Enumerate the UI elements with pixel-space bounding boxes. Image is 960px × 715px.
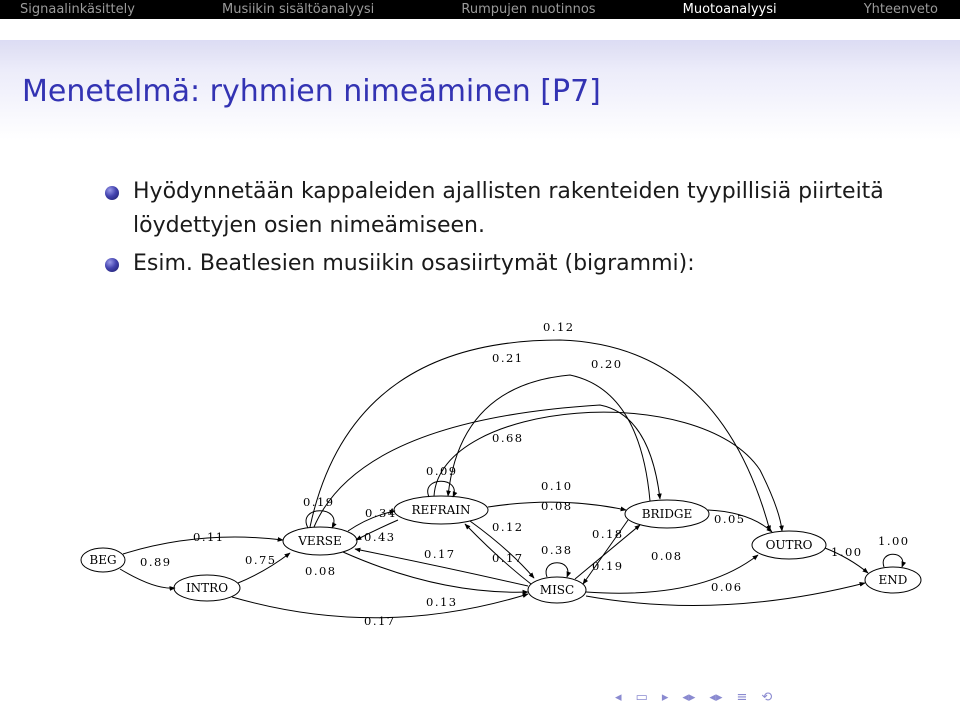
label-0-10: 0.10 [541,479,573,493]
svg-text:BRIDGE: BRIDGE [641,507,693,521]
label-0-12: 0.12 [543,320,575,334]
nav-item-signaalinkasittely[interactable]: Signaalinkäsittely [20,2,135,17]
label-0-38: 0.38 [541,543,573,557]
bullet-text: Esim. Beatlesien musiikin osasiirtymät (bigrammi): [133,251,695,276]
slide-title: Menetelmä: ryhmien nimeäminen [P7] [22,74,601,109]
svg-text:BEG: BEG [89,553,117,567]
bullet-text: Hyödynnetään kappaleiden ajallisten rakenteiden tyypillisiä piirteitä löydettyjen osien nimeämiseen. [133,179,884,238]
nav-frame-icon[interactable]: ▭ [635,690,648,705]
label-0-19b: 0.19 [592,559,624,573]
node-outro [752,531,826,559]
edge-refrain-self [428,481,455,497]
nav-section-icon[interactable]: ◂▸ [709,690,723,705]
node-verse [283,527,357,555]
label-0-12b: 0.12 [492,520,524,534]
svg-text:OUTRO: OUTRO [765,538,813,552]
label-0-19: 0.19 [303,495,335,509]
nav-item-rumpujen-nuotinnos[interactable]: Rumpujen nuotinnos [461,2,596,17]
label-1-00b: 1.00 [878,534,910,548]
label-0-09: 0.09 [426,464,458,478]
edge-beg-intro [120,569,175,588]
label-0-06: 0.06 [711,580,743,594]
nav-right-icon[interactable]: ▸ [661,690,669,705]
label-0-34: 0.34 [365,506,397,520]
nav-item-muotoanalyysi[interactable]: Muotoanalyysi [682,2,777,17]
label-0-13: 0.13 [426,595,458,609]
label-0-75: 0.75 [245,553,277,567]
label-0-17b: 0.17 [492,551,524,565]
node-refrain [394,496,488,524]
nav-search-icon[interactable]: ⟲ [761,690,773,705]
svg-text:REFRAIN: REFRAIN [411,503,471,517]
label-0-17c: 0.17 [364,614,396,628]
nav-align-icon[interactable]: ≡ [736,690,748,705]
svg-text:MISC: MISC [539,583,575,597]
beamer-navigation-symbols [615,690,772,705]
nav-left-icon[interactable]: ◂ [615,690,622,705]
label-0-05: 0.05 [714,512,746,526]
label-0-89: 0.89 [140,555,172,569]
node-bridge [625,500,709,528]
edge-misc-self [546,563,568,577]
label-0-18: 0.18 [592,527,624,541]
edge-labels [140,320,910,628]
node-end [865,567,921,593]
label-0-08b: 0.08 [651,549,683,563]
svg-text:INTRO: INTRO [185,581,229,595]
label-0-21: 0.21 [492,351,524,365]
label-1-00a: 1.00 [831,545,863,559]
edge-end-self [883,554,903,567]
svg-text:VERSE: VERSE [298,534,342,548]
node-beg [81,548,125,572]
label-0-17a: 0.17 [424,547,456,561]
label-0-43: 0.43 [364,530,396,544]
label-0-11: 0.11 [193,530,225,544]
label-0-20: 0.20 [591,357,623,371]
nav-item-yhteenveto[interactable]: Yhteenveto [863,2,938,17]
nav-subsection-icon[interactable]: ◂▸ [682,690,696,705]
svg-text:END: END [878,573,908,587]
node-misc [528,577,586,603]
node-intro [174,575,240,601]
label-0-08c: 0.08 [305,564,337,578]
nav-item-musiikin-sisaltoanalyysi[interactable]: Musiikin sisältöanalyysi [221,2,375,17]
label-0-68: 0.68 [492,431,524,445]
label-0-08: 0.08 [541,499,573,513]
